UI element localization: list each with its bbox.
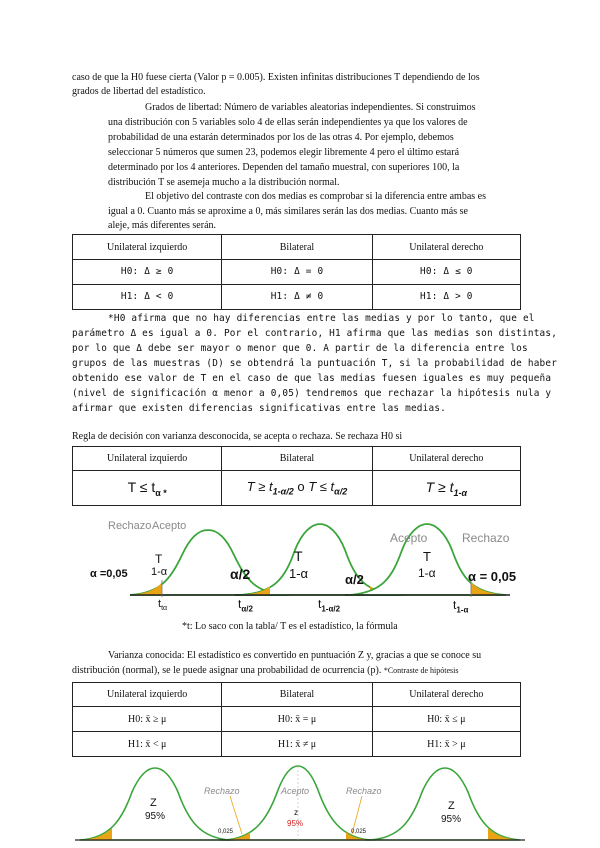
rule-bilateral: $T \ge t_{1-\alpha/2}$ o $T \le t_{\alpha/2}$: [222, 471, 372, 506]
label-z: z: [294, 808, 298, 817]
paragraph-line: probabilidad de una estarán determinados por los de las otras 4. Por ejemplo, debemos: [108, 132, 454, 143]
tick-t-one-minus-alpha: $t_{1-\alpha}$: [453, 598, 469, 615]
table-header: Unilateral derecho: [372, 235, 520, 260]
paragraph-line: grados de libertad del estadístico.: [72, 86, 206, 97]
paragraph-line: determinado por los 4 anteriores. Dependen del tamaño muestral, con superiores 100, la: [108, 162, 460, 173]
z-curve-3: [370, 768, 520, 840]
paragraph-line: seleccionar 5 números que sumen 23, podemos elegir libremente 4 pero el último estará: [108, 147, 460, 158]
label-rechazo-left: Rechazo: [204, 786, 240, 796]
label-p-right: 0,025: [351, 829, 367, 835]
label-alpha: α = 0,05: [468, 569, 517, 584]
t-curve-2: [240, 524, 400, 595]
label-p-left: 0,025: [218, 829, 234, 835]
rule-left: $T \le t_{\alpha *}$: [73, 471, 222, 506]
table-header: Unilateral izquierdo: [73, 683, 222, 707]
table-cell: H0: x̄ = μ: [222, 707, 372, 732]
tick-t-alpha-half: $t_{\alpha/2}$: [238, 597, 253, 614]
table-cell: H1: x̄ > μ: [372, 732, 520, 757]
z-curve-right-tail: [365, 768, 525, 840]
paragraph-line: Grados de libertad: Número de variables aleatorias independientes. Si construimos: [145, 102, 476, 113]
label-acepto: Acepto: [152, 520, 187, 532]
note-line: por lo que Δ debe ser mayor o menor que 0. A partir de la diferencia entre los: [72, 343, 528, 354]
table-cell: H1: x̄ ≠ μ: [222, 732, 372, 757]
table-cell: H1: Δ ≠ 0: [222, 285, 372, 310]
paragraph-line: distribución T se asemeja mucho a la distribución normal.: [108, 177, 340, 188]
rule-intro: Regla de decisión con varianza desconocida, se acepta o rechaza. Se rechaza H0 si: [72, 431, 403, 442]
note-contraste: *Contraste de hipótesis: [383, 666, 459, 675]
table-header: Bilateral: [222, 683, 372, 707]
hypothesis-table-z: [72, 682, 521, 757]
table-header: Unilateral derecho: [372, 447, 520, 471]
t-curve-left-tail: [130, 530, 290, 597]
table-cell: H1: Δ < 0: [73, 285, 222, 310]
rule-right: $T \ge t_{1-\alpha}$: [372, 471, 520, 506]
table-cell: H0: Δ ≤ 0: [372, 260, 520, 285]
paragraph-line: El objetivo del contraste con dos medias es comprobar si la diferencia entre ambas es: [145, 191, 486, 202]
z-distribution-figures: [70, 760, 540, 848]
rejection-tail: [80, 828, 112, 840]
tick-t-alpha: $t_{t\alpha}$: [158, 598, 168, 613]
label-alpha-half-left: α/2: [230, 566, 251, 582]
table-cell: H1: Δ > 0: [372, 285, 520, 310]
rejection-tail: [488, 828, 520, 840]
label-t: T: [155, 552, 163, 566]
table-header: Bilateral: [222, 235, 372, 260]
rejection-tail: [130, 582, 162, 595]
paragraph-line: igual a 0. Cuanto más se aproxime a 0, más similares serán las dos medias. Cuanto más se: [108, 206, 468, 217]
table-cell: H0: x̄ ≤ μ: [372, 707, 520, 732]
table-cell: H1: x̄ < μ: [73, 732, 222, 757]
label-alpha: α =0,05: [90, 568, 128, 580]
decision-rule-table: [72, 446, 521, 506]
label-rechazo: Rechazo: [462, 531, 510, 545]
t-curve-bilateral: [235, 524, 405, 595]
label-t: T: [423, 549, 431, 564]
hypothesis-table-t: [72, 234, 521, 310]
label-t: T: [294, 548, 303, 564]
label-95: 95%: [441, 814, 462, 825]
paragraph-line: aleje, más diferentes serán.: [108, 220, 217, 231]
label-rechazo: Rechazo: [108, 520, 152, 532]
label-acepto: Acepto: [390, 531, 428, 545]
label-one-minus-alpha: 1-α: [151, 566, 168, 578]
paragraph-line: distribución (normal), se le puede asignar una probabilidad de ocurrencia (p). *Contraste de hipótesis: [72, 665, 459, 676]
table-header: Unilateral derecho: [372, 683, 520, 707]
label-acepto: Acepto: [281, 786, 310, 796]
label-one-minus-alpha: 1-α: [289, 566, 309, 581]
note-line: (nivel de significación α menor a 0,05) tendremos que rechazar la hipótesis nula y: [72, 388, 552, 399]
note-line: obtenido ese valor de T en el caso de que las medias fuesen iguales es muy pequeña: [72, 373, 552, 384]
label-z: Z: [448, 800, 455, 812]
table-header: Unilateral izquierdo: [73, 235, 222, 260]
table-cell: H0: Δ ≥ 0: [73, 260, 222, 285]
table-cell: H0: Δ = 0: [222, 260, 372, 285]
tick-t-one-minus-alpha-half: $t_{1-\alpha/2}$: [318, 597, 341, 614]
label-rechazo-right: Rechazo: [346, 786, 382, 796]
note-line: parámetro Δ es igual a 0. Por el contrario, H1 afirma que las medias son distintas,: [72, 328, 558, 339]
note-line: grupos de las muestras (D) se obtendrá la puntuación T, si la probabilidad de haber: [72, 358, 558, 369]
label-one-minus-alpha: 1-α: [418, 566, 436, 580]
label-95: 95%: [145, 811, 166, 822]
caption-t: *t: Lo saco con la tabla/ T es el estadístico, la fórmula: [182, 621, 398, 632]
paragraph-line: una distribución con 5 variables solo 4 de ellas serán independientes ya que los valores de: [108, 117, 468, 128]
note-line: afirmar que existen diferencias significativas entre las medias.: [72, 403, 447, 414]
note-line: *H0 afirma que no hay diferencias entre las medias y por lo tanto, que el: [108, 313, 535, 324]
table-header: Bilateral: [222, 447, 372, 471]
t-curve-1: [130, 530, 286, 595]
paragraph-line: caso de que la H0 fuese cierta (Valor p = 0.005). Existen infinitas distribuciones T dependiendo de los: [72, 72, 480, 83]
label-95: 95%: [287, 819, 304, 828]
label-z: Z: [150, 797, 157, 809]
table-header: Unilateral izquierdo: [73, 447, 222, 471]
paragraph-line: Varianza conocida: El estadístico es convertido en puntuación Z y, gracias a que se conoce su: [108, 650, 482, 661]
label-alpha-half-right: α/2: [345, 572, 364, 587]
table-cell: H0: x̄ ≥ μ: [73, 707, 222, 732]
